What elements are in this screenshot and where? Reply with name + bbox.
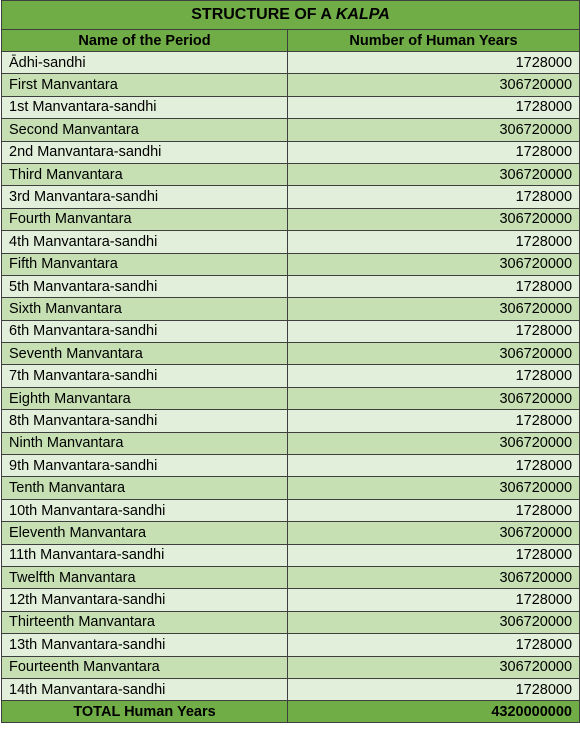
table-row	[2, 455, 580, 477]
human-years-cell: 306720000	[288, 74, 580, 96]
title-emphasis: KALPA	[335, 6, 390, 23]
table-row	[2, 253, 580, 275]
table-row	[2, 96, 580, 118]
period-name-cell: Eleventh Manvantara	[2, 522, 288, 544]
human-years-cell: 306720000	[288, 163, 580, 185]
period-name-cell: Eighth Manvantara	[2, 387, 288, 409]
period-name-cell: 2nd Manvantara-sandhi	[2, 141, 288, 163]
table-row	[2, 163, 580, 185]
period-name-cell: Sixth Manvantara	[2, 298, 288, 320]
table-row	[2, 74, 580, 96]
period-name-cell: 6th Manvantara-sandhi	[2, 320, 288, 342]
human-years-cell: 1728000	[288, 320, 580, 342]
table-row	[2, 320, 580, 342]
period-name-cell: Thirteenth Manvantara	[2, 611, 288, 633]
human-years-cell: 306720000	[288, 119, 580, 141]
table-row	[2, 589, 580, 611]
table-row	[2, 208, 580, 230]
human-years-cell: 1728000	[288, 96, 580, 118]
period-name-cell: Third Manvantara	[2, 163, 288, 185]
period-name-cell: Seventh Manvantara	[2, 343, 288, 365]
table-row	[2, 298, 580, 320]
human-years-cell: 1728000	[288, 589, 580, 611]
human-years-cell: 1728000	[288, 365, 580, 387]
human-years-cell: 306720000	[288, 477, 580, 499]
human-years-cell: 306720000	[288, 611, 580, 633]
table-row	[2, 410, 580, 432]
period-name-cell: Second Manvantara	[2, 119, 288, 141]
header-years: Number of Human Years	[288, 30, 580, 52]
table-row	[2, 544, 580, 566]
table-row	[2, 499, 580, 521]
human-years-cell: 1728000	[288, 678, 580, 700]
table-row	[2, 432, 580, 454]
table-row	[2, 52, 580, 74]
human-years-cell: 1728000	[288, 634, 580, 656]
header-period: Name of the Period	[2, 30, 288, 52]
table-row	[2, 611, 580, 633]
period-name-cell: First Manvantara	[2, 74, 288, 96]
human-years-cell: 1728000	[288, 231, 580, 253]
human-years-cell: 306720000	[288, 298, 580, 320]
human-years-cell: 1728000	[288, 141, 580, 163]
table-row	[2, 678, 580, 700]
period-name-cell: 14th Manvantara-sandhi	[2, 678, 288, 700]
table-row	[2, 275, 580, 297]
period-name-cell: 8th Manvantara-sandhi	[2, 410, 288, 432]
period-name-cell: Ninth Manvantara	[2, 432, 288, 454]
table-row	[2, 186, 580, 208]
human-years-cell: 1728000	[288, 455, 580, 477]
human-years-cell: 1728000	[288, 499, 580, 521]
human-years-cell: 1728000	[288, 410, 580, 432]
period-name-cell: 7th Manvantara-sandhi	[2, 365, 288, 387]
period-name-cell: 5th Manvantara-sandhi	[2, 275, 288, 297]
table-row	[2, 343, 580, 365]
human-years-cell: 306720000	[288, 343, 580, 365]
table-row	[2, 566, 580, 588]
human-years-cell: 306720000	[288, 253, 580, 275]
human-years-cell: 306720000	[288, 656, 580, 678]
table-row	[2, 387, 580, 409]
table-row	[2, 231, 580, 253]
period-name-cell: 3rd Manvantara-sandhi	[2, 186, 288, 208]
period-name-cell: 9th Manvantara-sandhi	[2, 455, 288, 477]
period-name-cell: Twelfth Manvantara	[2, 566, 288, 588]
human-years-cell: 306720000	[288, 208, 580, 230]
human-years-cell: 306720000	[288, 522, 580, 544]
table-row	[2, 656, 580, 678]
human-years-cell: 1728000	[288, 52, 580, 74]
total-value: 4320000000	[288, 701, 580, 723]
period-name-cell: Fifth Manvantara	[2, 253, 288, 275]
table-row	[2, 141, 580, 163]
period-name-cell: Ādhi-sandhi	[2, 52, 288, 74]
period-name-cell: Fourth Manvantara	[2, 208, 288, 230]
human-years-cell: 1728000	[288, 544, 580, 566]
period-name-cell: Fourteenth Manvantara	[2, 656, 288, 678]
human-years-cell: 306720000	[288, 432, 580, 454]
table-row	[2, 522, 580, 544]
period-name-cell: 10th Manvantara-sandhi	[2, 499, 288, 521]
human-years-cell: 306720000	[288, 566, 580, 588]
period-name-cell: 11th Manvantara-sandhi	[2, 544, 288, 566]
table-row	[2, 477, 580, 499]
human-years-cell: 1728000	[288, 186, 580, 208]
total-label: TOTAL Human Years	[2, 701, 288, 723]
header-row	[2, 30, 580, 52]
period-name-cell: 1st Manvantara-sandhi	[2, 96, 288, 118]
table-row	[2, 119, 580, 141]
human-years-cell: 306720000	[288, 387, 580, 409]
title-prefix: STRUCTURE OF A	[191, 6, 336, 23]
period-name-cell: 13th Manvantara-sandhi	[2, 634, 288, 656]
kalpa-table	[1, 0, 580, 723]
period-name-cell: 4th Manvantara-sandhi	[2, 231, 288, 253]
table-title	[2, 1, 580, 30]
period-name-cell: Tenth Manvantara	[2, 477, 288, 499]
human-years-cell: 1728000	[288, 275, 580, 297]
table-row	[2, 634, 580, 656]
kalpa-structure-sheet	[1, 0, 579, 723]
title-row	[2, 1, 580, 30]
total-row	[2, 701, 580, 723]
table-row	[2, 365, 580, 387]
period-name-cell: 12th Manvantara-sandhi	[2, 589, 288, 611]
